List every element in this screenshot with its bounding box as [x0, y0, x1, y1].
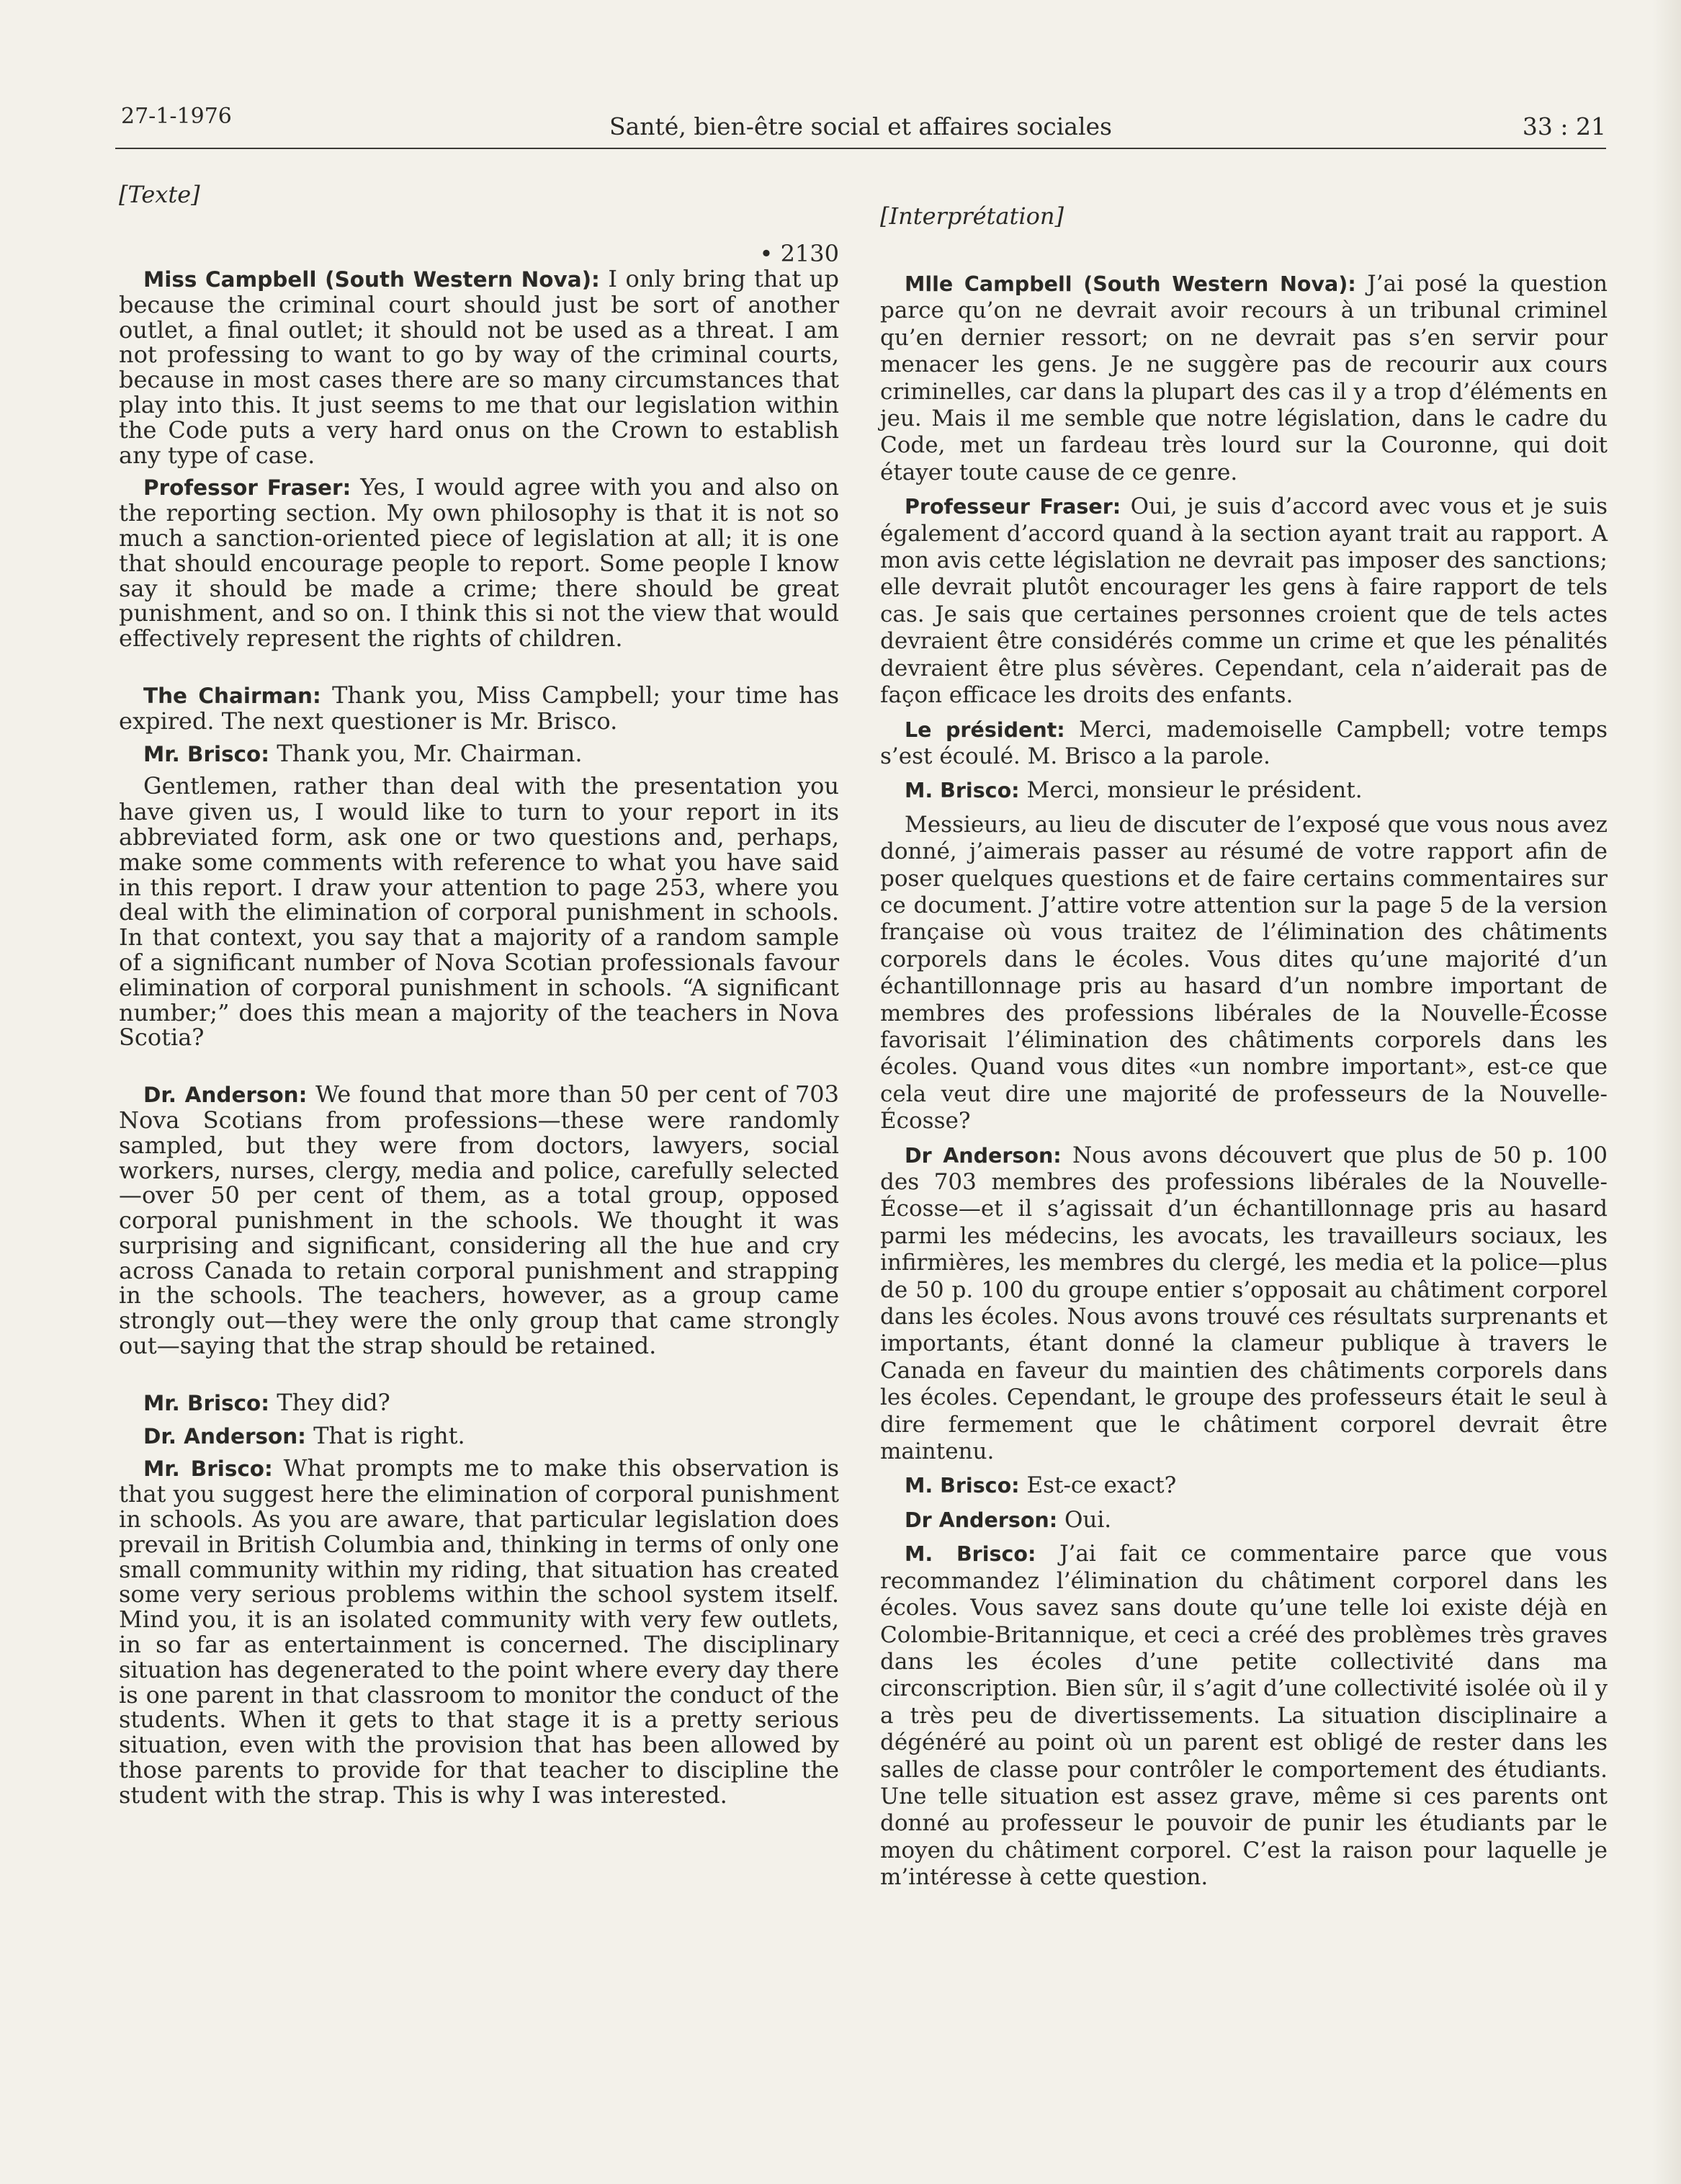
- time-marker: • 2130: [759, 240, 839, 267]
- speaker-name: The Chairman:: [143, 683, 321, 708]
- paragraph: [119, 741, 839, 767]
- speaker-name: Le président:: [905, 717, 1065, 742]
- paragraph-text: Gentlemen, rather than deal with the presentation you have given us, I would like to turn to your report in its abbreviated form, ask one or two questions and, perhaps, make some comments with reference to what you have said in this report. I draw your attention to page 253, where you deal with the elimination of corporal punishment in schools. In that context, you say that a majority of a random sample of a significant number of Nova Scotian professionals favour elimination of corporal punishment in schools. “A significant number;” does this mean a majority of the teachers in Nova Scotia?: [119, 772, 839, 1052]
- paragraph-text: Thank you, Miss Campbell; your time has expired. The next questioner is Mr. Brisco.: [119, 681, 839, 735]
- page-header: [115, 99, 1606, 146]
- paragraph: [119, 475, 839, 651]
- speaker-name: Dr. Anderson:: [143, 1083, 308, 1108]
- header-page-number: 33 : 21: [1522, 112, 1606, 140]
- paragraph: [119, 1390, 839, 1416]
- paragraph: [880, 717, 1608, 771]
- paragraph-text: Oui.: [1057, 1506, 1112, 1533]
- header-title: Santé, bien-être social et affaires sociales: [609, 112, 1112, 140]
- paragraph: [880, 812, 1608, 1135]
- paragraph: [880, 271, 1608, 486]
- paragraph-text: Messieurs, au lieu de discuter de l’exposé que vous nous avez donné, j’aimerais passer au résumé de votre rapport afin de poser quelques questions et de faire certains commentaires sur ce document. J’attire votre attention sur la page 5 de la version française où vous traitez de l’élimination des châtiments corporels dans le écoles. Vous dites qu’une majorité d’un échantillonnage pris au hasard d’un nombre important de membres des professions libérales de la Nouvelle-Écosse favorisait l’élimination des châtiments corporels dans les écoles. Quand vous dites «un nombre important», est-ce que cela veut dire une majorité de professeurs de la Nouvelle-Écosse?: [880, 811, 1608, 1134]
- speaker-name: Miss Campbell (South Western Nova):: [143, 267, 600, 292]
- paragraph-text: Merci, mademoiselle Campbell; votre temps s’est écoulé. M. Brisco a la parole.: [880, 716, 1608, 769]
- paragraph-text: That is right.: [305, 1421, 465, 1449]
- speaker-name: Mr. Brisco:: [143, 1456, 273, 1482]
- page-edge-shadow: [1652, 0, 1681, 2184]
- paragraph: [880, 777, 1608, 804]
- paragraph: [119, 1082, 839, 1359]
- paragraph-text: Thank you, Mr. Chairman.: [269, 739, 583, 767]
- paragraph-text: Est-ce exact?: [1019, 1472, 1177, 1499]
- paragraph: [119, 683, 839, 734]
- right-column-text: [880, 271, 1608, 1892]
- speaker-name: Professeur Fraser:: [905, 495, 1121, 519]
- paragraph-text: Nous avons découvert que plus de 50 p. 100 des 703 membres des professions libérales de la Nouvelle-Écosse—et il s’agissait d’un échantillonnage pris au hasard parmi les médecins, les avocats, les travailleurs sociaux, les infirmières, les membres du clergé, les media et la police—plus de 50 p. 100 du groupe entier s’opposait au châtiment corporel dans les écoles. Nous avons trouvé ces résultats surprenants et importants, étant donné la clameur publique à travers le Canada en faveur du maintien des châtiments corporels dans les écoles. Cependant, le groupe des professeurs était le seul à dire fermement que le châtiment corporel devrait être maintenu.: [880, 1142, 1608, 1465]
- paragraph: [119, 1423, 839, 1449]
- paragraph-text: J’ai posé la question parce qu’on ne devrait avoir recours à un tribunal criminel qu’en dernier ressort; on ne devrait pas s’en servir pour menacer les gens. Je ne suggère pas de recourir aux cours criminelles, car dans la plupart des cas il y a trop d’éléments en jeu. Mais il me semble que notre législation, dans le cadre du Code, met un fardeau très lourd sur la Couronne, qui doit étayer toute cause de ce genre.: [880, 271, 1608, 485]
- left-column-heading: [Texte]: [119, 181, 200, 208]
- paragraph: [880, 1507, 1608, 1534]
- speaker-name: M. Brisco:: [905, 779, 1020, 803]
- speaker-name: Dr Anderson:: [905, 1508, 1058, 1532]
- speaker-name: M. Brisco:: [905, 1542, 1036, 1567]
- speaker-name: Mr. Brisco:: [143, 741, 270, 766]
- paragraph-text: Oui, je suis d’accord avec vous et je suis également d’accord quand à la section ayant trait au rapport. A mon avis cette législation ne devrait pas imposer des sanctions; elle devrait plutôt encourager les gens à faire rapport de tels cas. Je sais que certaines personnes croient que de tels actes devraient être considérés comme un crime et que les pénalités devraient être plus sévères. Cependant, cela n’aiderait pas de façon efficace les droits des enfants.: [880, 493, 1608, 709]
- paragraph: [880, 493, 1608, 709]
- paragraph: [119, 774, 839, 1050]
- right-column: [880, 180, 1608, 1899]
- paragraph-text: What prompts me to make this observation is that you suggest here the elimination of corporal punishment in schools. As you are aware, that particular legislation does prevail in British Columbia and, thinking in terms of only one small community within my riding, that situation has created some very serious problems within the school system itself. Mind you, it is an isolated community with very few outlets, in so far as entertainment is concerned. The disciplinary situation has degenerated to the point where every day there is one parent in that classroom to monitor the conduct of the students. When it gets to that stage it is a pretty serious situation, even with the provision that has been allowed by those parents to provide for that teacher to discipline the student with the strap. This is why I was interested.: [119, 1454, 839, 1809]
- right-column-heading: [Interprétation]: [880, 202, 1064, 230]
- paragraph-text: J’ai fait ce commentaire parce que vous recommandez l’élimination du châtiment corporel dans les écoles. Vous savez sans doute qu’une telle loi existe déjà en Colombie-Britannique, et ceci a créé des problèmes très graves dans les écoles d’une petite collectivité dans ma circonscription. Bien sûr, il s’agit d’une collectivité isolée où il y a très peu de divertissements. La situation disciplinaire a dégénéré au point où un parent est obligé de rester dans les salles de classe pour contrôler le comportement des étudiants. Une telle situation est assez grave, même si ces parents ont donné au professeur le pouvoir de punir les étudiants par le moyen du châtiment corporel. C’est la raison pour laquelle je m’intéresse à cette question.: [880, 1541, 1608, 1891]
- speaker-name: M. Brisco:: [905, 1474, 1020, 1498]
- header-rule: [115, 148, 1606, 149]
- paragraph: [880, 1472, 1608, 1499]
- paragraph: [119, 267, 839, 467]
- paragraph-text: They did?: [269, 1388, 390, 1416]
- speaker-name: Dr Anderson:: [905, 1143, 1062, 1168]
- paragraph-text: Merci, monsieur le président.: [1019, 777, 1363, 804]
- left-column-text: [119, 267, 839, 1808]
- speaker-name: Professor Fraser:: [143, 475, 351, 501]
- speaker-name: Dr. Anderson:: [143, 1423, 306, 1449]
- paragraph-text: Yes, I would agree with you and also on the reporting section. My own philosophy is that it is not so much a sanction-oriented piece of legislation at all; it is one that should encourage people to report. Some people I know say it should be made a crime; there should be great punishment, and so on. I think this si not the view that would effectively represent the rights of children.: [119, 473, 840, 653]
- left-column: [119, 180, 839, 1815]
- speaker-name: Mr. Brisco:: [143, 1390, 270, 1415]
- speaker-name: Mlle Campbell (South Western Nova):: [905, 272, 1356, 296]
- paragraph-text: I only bring that up because the criminal court should just be sort of another outlet, a final outlet; it should not be used as a threat. I am not professing to want to go by way of the criminal courts, because in most cases there are so many circumstances that play into this. It just seems to me that our legislation within the Code puts a very hard onus on the Crown to establish any type of case.: [119, 265, 840, 469]
- paragraph: [119, 1456, 839, 1807]
- paragraph-text: We found that more than 50 per cent of 703 Nova Scotians from professions—these were randomly sampled, but they were from doctors, lawyers, social workers, nurses, clergy, media and police, carefully selected—over 50 per cent of them, as a total group, opposed corporal punishment in the schools. We thought it was surprising and significant, considering all the hue and cry across Canada to retain corporal punishment and strapping in the schools. The teachers, however, as a group came strongly out—they were the only group that came strongly out—saying that the strap should be retained.: [119, 1080, 839, 1360]
- header-date: 27-1-1976: [121, 104, 232, 129]
- paragraph: [880, 1541, 1608, 1891]
- paragraph: [880, 1142, 1608, 1466]
